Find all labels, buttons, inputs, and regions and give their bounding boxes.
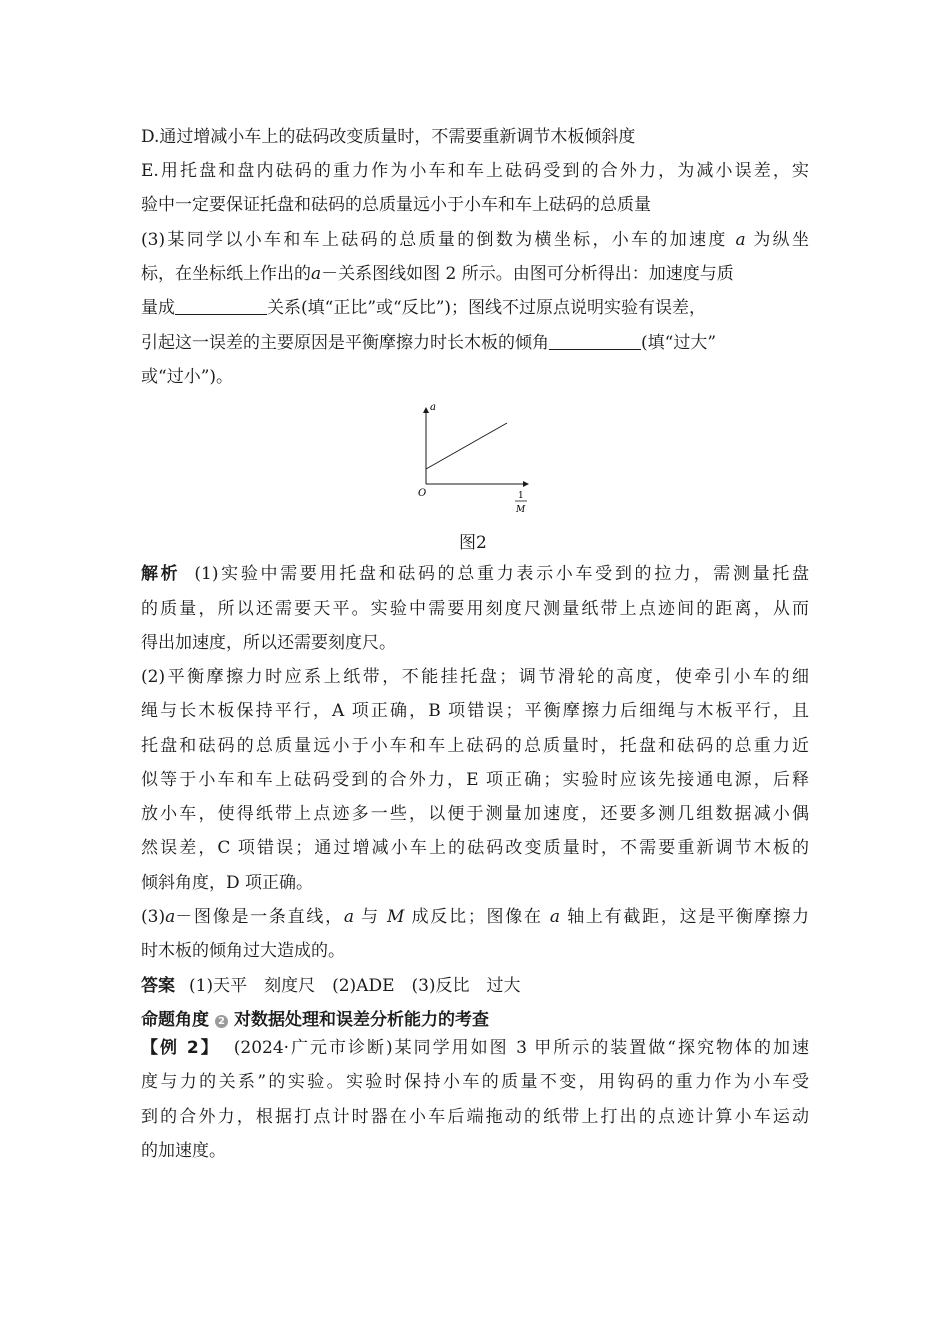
question-3-line4: [141, 331, 809, 355]
option-e-line2: 验中一定要保证托盘和砝码的总质量远小于小车和车上砝码的总质量: [141, 195, 651, 215]
analysis-p2-line4: 似等于小车和车上砝码受到的合外力，E 项正确；实验时应该先接通电源，后释: [141, 770, 809, 790]
example-line2: 度与力的关系”的实验。实验时保持小车的质量不变，用钩码的重力作为小车受: [141, 1072, 809, 1092]
example-source: (2024·广元市诊断): [233, 1038, 393, 1058]
example-line3: 到的合外力，根据打点计时器在小车后端拖动的纸带上打出的点迹计算小车运动: [141, 1107, 809, 1127]
analysis-p1-line2: 的质量，所以还需要天平。实验中需要用刻度尺测量纸带上点迹间的距离，从而: [141, 599, 809, 619]
angle-number-badge: 2: [215, 1015, 228, 1028]
question-3-line3: [141, 296, 809, 320]
answer-line: [141, 974, 809, 998]
var-a: a: [311, 264, 322, 284]
analysis-p2-line7: 倾斜角度，D 项正确。: [141, 873, 314, 893]
var-a: a: [343, 907, 355, 927]
example-line4: 的加速度。: [141, 1141, 226, 1161]
question-3-text: (3)某同学以小车和车上砝码的总质量的倒数为横坐标，小车的加速度: [141, 230, 728, 250]
graph-svg: [414, 398, 534, 516]
question-3-line1: [141, 228, 809, 252]
angle-text: 对数据处理和误差分析能力的考查: [234, 1010, 489, 1030]
question-3-text-b: 为纵坐: [753, 230, 809, 250]
example-line1: [141, 1036, 809, 1060]
var-M: M: [387, 907, 405, 927]
figure-caption: 图2: [459, 533, 487, 553]
x-label-denominator: M: [516, 505, 526, 515]
var-a: a: [735, 230, 746, 250]
answer-text: (1)天平 刻度尺 (2)ADE (3)反比 过大: [189, 976, 521, 996]
data-line: [426, 423, 507, 469]
analysis-label: 解析: [141, 564, 181, 584]
analysis-p1-line1: [141, 562, 809, 586]
analysis-p3-line2: 时木板的倾角过大造成的。: [141, 941, 345, 961]
proposition-angle-line: [141, 1008, 809, 1032]
analysis-p2-line3: 托盘和砝码的总质量远小于小车和车上砝码的总质量时，托盘和砝码的总重力近: [141, 736, 809, 756]
analysis-p2-line6: 然误差，C 项错误；通过增减小车上的砝码改变质量时，不需要重新调节木板的: [141, 838, 809, 858]
example-text: 某同学用如图 3 甲所示的装置做“探究物体的加速: [392, 1038, 809, 1058]
option-d: D.通过增减小车上的砝码改变质量时，不需要重新调节木板倾斜度: [141, 127, 636, 147]
question-3-text: 引起这一误差的主要原因是平衡摩擦力时长木板的倾角: [141, 333, 549, 353]
analysis-text: 与: [361, 907, 380, 927]
question-3-text: (填“过大”: [641, 333, 717, 353]
analysis-p2-line1: (2)平衡摩擦力时应系上纸带，不能挂托盘；调节滑轮的高度，使牵引小车的细: [141, 667, 809, 687]
question-3-text: 量成: [141, 298, 175, 318]
analysis-p1-line3: 得出加速度，所以还需要刻度尺。: [141, 633, 396, 653]
y-axis-label: a: [430, 402, 436, 413]
analysis-p2-line2: 绳与长木板保持平行，A 项正确，B 项错误；平衡摩擦力后细绳与木板平行，且: [141, 701, 809, 721]
origin-label: O: [418, 488, 427, 499]
analysis-p3-line1: [141, 905, 809, 929]
analysis-p2-line5: 放小车，使得纸带上点迹多一些，以便于测量加速度，还要多测几组数据减小偶: [141, 804, 809, 824]
question-3-line2: [141, 262, 809, 286]
answer-blank-2[interactable]: [549, 331, 641, 350]
question-3-line5: 或“过小”)。: [141, 367, 234, 387]
example-label: 【例 2】: [141, 1038, 220, 1058]
question-3-text: 关系(填“正比”或“反比”)；图线不过原点说明实验有误差，: [267, 298, 707, 318]
figure-2-graph: [414, 398, 534, 516]
analysis-text: (3): [141, 907, 166, 927]
option-e-line1: E.用托盘和盘内砝码的重力作为小车和车上砝码受到的合外力，为减小误差，实: [141, 161, 809, 181]
analysis-text: (1)实验中需要用托盘和砝码的总重力表示小车受到的拉力，需测量托盘: [194, 564, 809, 584]
answer-blank-1[interactable]: [175, 296, 267, 315]
var-a: a: [549, 907, 561, 927]
angle-label: 命题角度: [141, 1010, 209, 1030]
question-3-text: －关系图线如图 2 所示。由图可分析得出：加速度与质: [321, 264, 734, 284]
analysis-text: 轴上有截距，这是平衡摩擦力: [567, 907, 809, 927]
analysis-text: －图像是一条直线，: [175, 907, 344, 927]
analysis-text: 成反比；图像在: [411, 907, 543, 927]
answer-label: 答案: [141, 976, 175, 996]
x-label-numerator: 1: [518, 491, 524, 501]
var-a: a: [165, 907, 176, 927]
question-3-text: 标，在坐标纸上作出的: [141, 264, 311, 284]
